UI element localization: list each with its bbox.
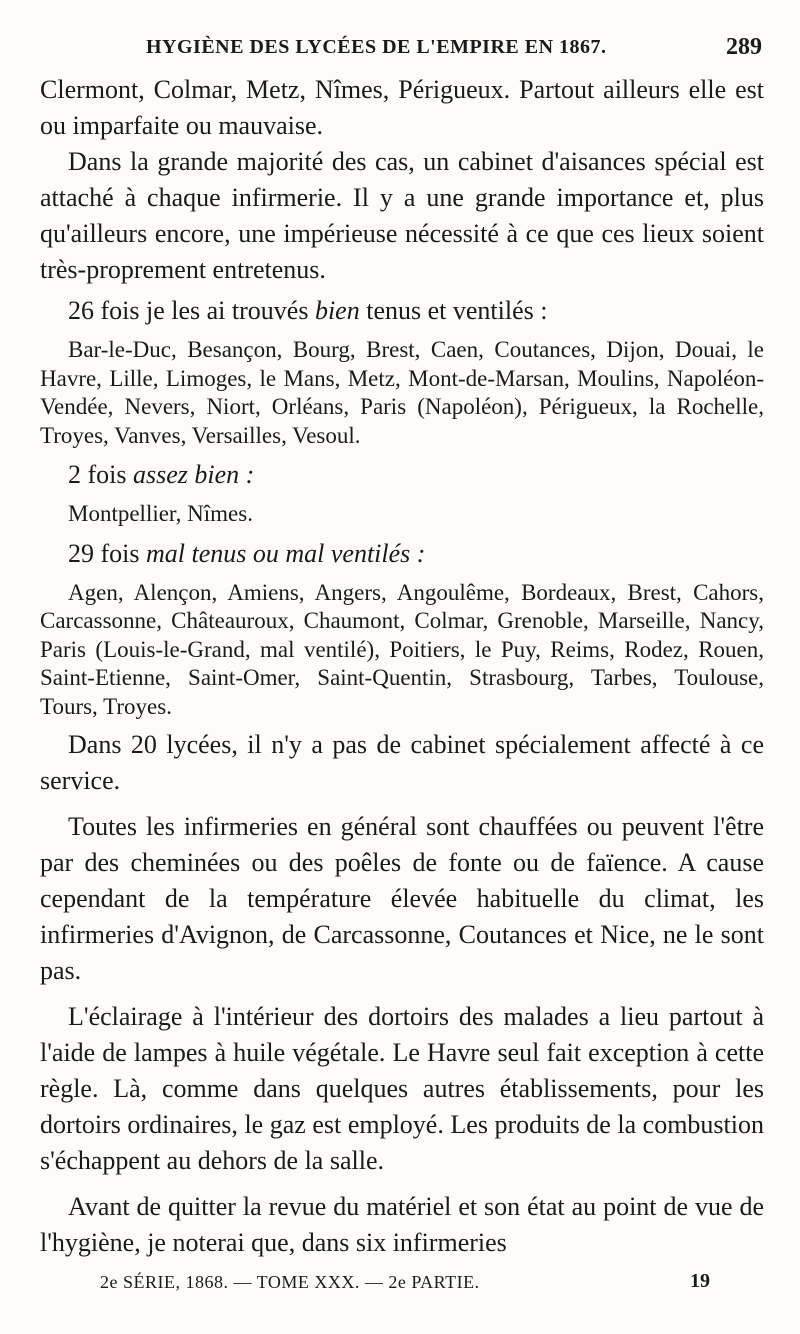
label-mal-tenus	[40, 535, 764, 573]
label-assez-bien	[40, 456, 764, 494]
paragraph-chauffage: Toutes les infirmeries en général sont chauffées ou peuvent l'être par des cheminées ou des poêles de fonte ou de faïence. A cause cependant de la température élevée habituelle du climat, les infirmeries d'Avignon, de Carcassonne, Coutances et Nice, ne le sont pas.	[40, 812, 764, 985]
label-emphasis: mal tenus ou mal ventilés :	[146, 538, 426, 568]
running-header	[60, 30, 762, 64]
list-assez-bien: Montpellier, Nîmes.	[68, 501, 253, 526]
paragraph-vingt-lycees: Dans 20 lycées, il n'y a pas de cabinet spécialement affecté à ce service.	[40, 730, 764, 795]
page-number: 289	[726, 34, 762, 60]
list-mal-tenus: Agen, Alençon, Amiens, Angers, Angoulême, Bordeaux, Brest, Cahors, Carcassonne, Châteauroux, Chaumont, Colmar, Grenoble, Marseille, Nancy, Paris (Louis-le-Grand, mal ventilé), Poitiers, le Puy, Reims, Rodez, Rouen, Saint-Etienne, Saint-Omer, Saint-Quentin, Strasbourg, Tarbes, Toulouse, Tours, Troyes.	[40, 579, 764, 719]
header-title: HYGIÈNE DES LYCÉES DE L'EMPIRE EN 1867.	[146, 36, 607, 58]
paragraph-continued: Clermont, Colmar, Metz, Nîmes, Périgueux. Partout ailleurs elle est ou imparfaite ou mauvaise.	[40, 75, 764, 140]
label-emphasis: bien	[314, 296, 360, 325]
footer-series: 2e SÉRIE, 1868. — TOME XXX. — 2e PARTIE.	[100, 1272, 480, 1292]
label-prefix: 29 fois	[68, 538, 146, 568]
page-body	[40, 72, 764, 1261]
label-prefix: 2 fois	[68, 460, 133, 489]
paragraph-eclairage: L'éclairage à l'intérieur des dortoirs des malades a lieu partout à l'aide de lampes à huile végétale. Le Havre seul fait exception à cette règle. Là, comme dans quelques autres établissements, pour les dortoirs ordinaires, le gaz est employé. Les produits de la combustion s'échappent au dehors de la salle.	[40, 1002, 764, 1175]
label-suffix: tenus et ventilés :	[359, 296, 548, 325]
footer-signature: 19	[690, 1270, 710, 1292]
label-emphasis: assez bien :	[133, 460, 255, 489]
paragraph-revue: Avant de quitter la revue du matériel et son état au point de vue de l'hygiène, je noterai que, dans six infirmeries	[40, 1192, 764, 1257]
label-bien-tenus	[40, 292, 764, 330]
list-bien-tenus: Bar-le-Duc, Besançon, Bourg, Brest, Caen, Coutances, Dijon, Douai, le Havre, Lille, Limoges, le Mans, Metz, Mont-de-Marsan, Moulins, Napoléon-Vendée, Nevers, Niort, Orléans, Paris (Napoléon), Périgueux, la Rochelle, Troyes, Vanves, Versailles, Vesoul.	[40, 337, 764, 448]
paragraph-cabinet: Dans la grande majorité des cas, un cabinet d'aisances spécial est attaché à chaque infirmerie. Il y a une grande importance et, plus qu'ailleurs encore, une impérieuse nécessité à ce que ces lieux soient très-proprement entretenus.	[40, 147, 764, 284]
label-prefix: 26 fois je les ai trouvés	[68, 296, 315, 325]
